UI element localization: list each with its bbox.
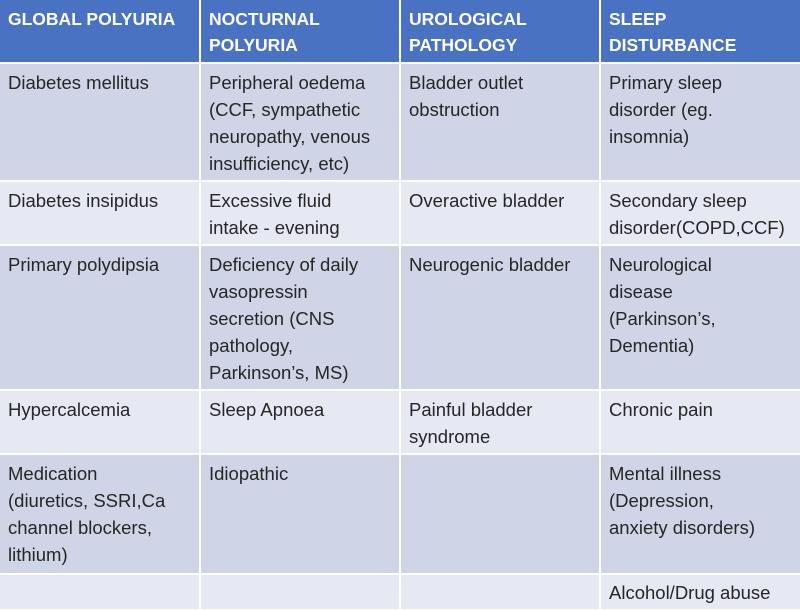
table-cell: Hypercalcemia xyxy=(0,390,200,454)
table-row xyxy=(0,181,800,245)
table-row xyxy=(0,63,800,181)
table-row xyxy=(0,454,800,574)
table-cell: Primary sleep disorder (eg. insomnia) xyxy=(600,63,800,181)
header-urological-pathology: UROLOGICAL PATHOLOGY xyxy=(400,0,600,63)
table-cell: Overactive bladder xyxy=(400,181,600,245)
table-cell: Chronic pain xyxy=(600,390,800,454)
table-row xyxy=(0,245,800,390)
table-cell: Diabetes insipidus xyxy=(0,181,200,245)
header-nocturnal-polyuria: NOCTURNAL POLYURIA xyxy=(200,0,400,63)
table-cell: Mental illness (Depression, anxiety disorders) xyxy=(600,454,800,574)
table-cell: Neurological disease (Parkinson’s, Dementia) xyxy=(600,245,800,390)
table-cell: Medication (diuretics, SSRI,Ca channel blockers, lithium) xyxy=(0,454,200,574)
table-cell: Idiopathic xyxy=(200,454,400,574)
header-sleep-disturbance: SLEEP DISTURBANCE xyxy=(600,0,800,63)
table-cell: Alcohol/Drug abuse xyxy=(600,574,800,610)
table-cell xyxy=(400,454,600,574)
table-row xyxy=(0,390,800,454)
table-cell: Neurogenic bladder xyxy=(400,245,600,390)
table-cell: Diabetes mellitus xyxy=(0,63,200,181)
table-cell: Excessive fluid intake - evening xyxy=(200,181,400,245)
table-cell: Painful bladder syndrome xyxy=(400,390,600,454)
table-cell: Peripheral oedema (CCF, sympathetic neuropathy, venous insufficiency, etc) xyxy=(200,63,400,181)
header-row xyxy=(0,0,800,63)
table-cell: Sleep Apnoea xyxy=(200,390,400,454)
table-cell: Bladder outlet obstruction xyxy=(400,63,600,181)
table-cell: Secondary sleep disorder(COPD,CCF) xyxy=(600,181,800,245)
table-cell: Deficiency of daily vasopressin secretion (CNS pathology, Parkinson’s, MS) xyxy=(200,245,400,390)
header-global-polyuria: GLOBAL POLYURIA xyxy=(0,0,200,63)
table-cell: Primary polydipsia xyxy=(0,245,200,390)
